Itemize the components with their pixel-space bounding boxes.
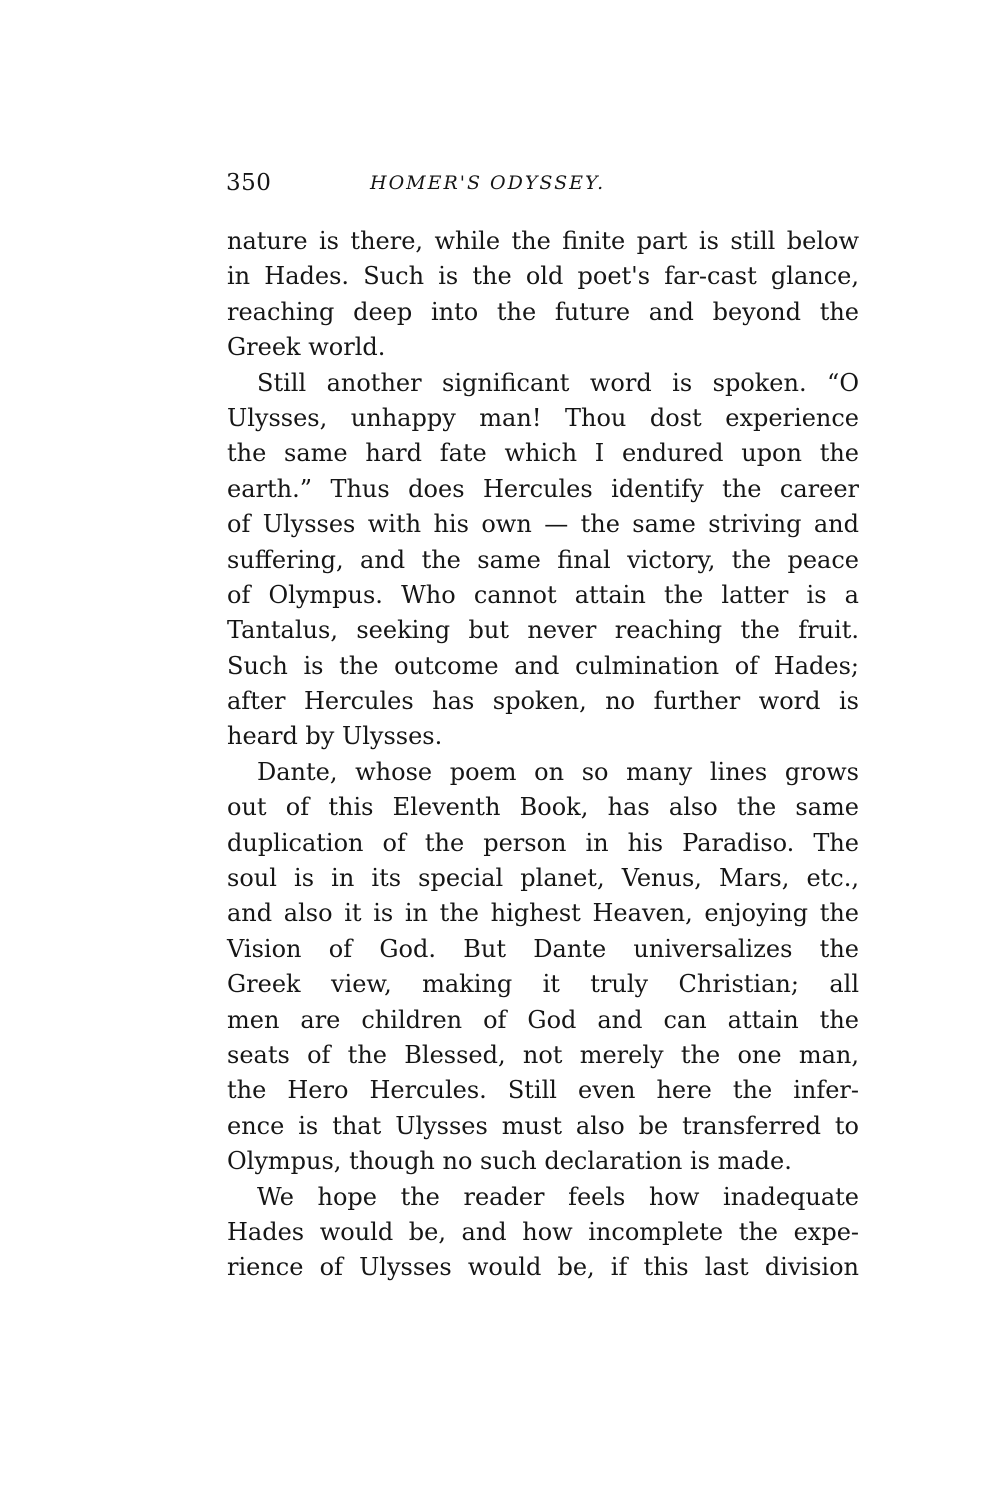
text-line: earth.” Thus does Hercules identify the career xyxy=(227,474,859,503)
text-line: Ulysses, unhappy man! Thou dost experience xyxy=(227,403,859,432)
text-line: Such is the outcome and culmination of Hades; xyxy=(227,651,859,680)
text-line: Vision of God. But Dante universalizes the xyxy=(227,934,859,963)
text-line: soul is in its special planet, Venus, Mars, etc., xyxy=(227,864,859,893)
text-line: men are children of God and can attain the xyxy=(227,1005,859,1034)
text-line: nature is there, while the finite part is still below xyxy=(227,227,859,255)
text-line: seats of the Blessed, not merely the one man, xyxy=(227,1040,859,1069)
text-line: the same hard fate which I endured upon the xyxy=(227,439,859,468)
text-line: heard by Ulysses. xyxy=(227,722,443,751)
text-line: ence is that Ulysses must also be transferred to xyxy=(227,1111,859,1140)
text-line: duplication of the person in his Paradiso. The xyxy=(227,828,859,857)
text-line: suffering, and the same final victory, the peace xyxy=(227,545,859,574)
running-title: HOMER'S ODYSSEY. xyxy=(370,172,606,194)
text-line: We hope the reader feels how inadequate xyxy=(257,1182,859,1211)
text-line: of Olympus. Who cannot attain the latter is a xyxy=(227,580,859,609)
text-line: Dante, whose poem on so many lines grows xyxy=(257,757,859,786)
text-line: rience of Ulysses would be, if this last division xyxy=(227,1253,859,1282)
body-text xyxy=(227,224,859,1286)
text-line: Greek world. xyxy=(227,333,386,362)
text-line: out of this Eleventh Book, has also the same xyxy=(227,793,859,822)
text-line: Olympus, though no such declaration is made. xyxy=(227,1147,792,1176)
text-line: Tantalus, seeking but never reaching the fruit. xyxy=(227,616,859,645)
text-line: the Hero Hercules. Still even here the infer- xyxy=(227,1076,859,1105)
text-line: in Hades. Such is the old poet's far-cast glance, xyxy=(227,262,859,291)
text-line: Greek view, making it truly Christian; all xyxy=(227,970,859,999)
text-line: Hades would be, and how incomplete the expe- xyxy=(227,1217,859,1246)
text-line: and also it is in the highest Heaven, enjoying the xyxy=(227,899,859,928)
text-line: after Hercules has spoken, no further word is xyxy=(227,687,859,716)
text-line: of Ulysses with his own — the same striving and xyxy=(227,510,859,539)
running-head xyxy=(226,170,866,202)
text-line: reaching deep into the future and beyond the xyxy=(227,297,859,326)
page-number: 350 xyxy=(226,170,272,196)
text-line: Still another significant word is spoken. “O xyxy=(257,368,859,397)
